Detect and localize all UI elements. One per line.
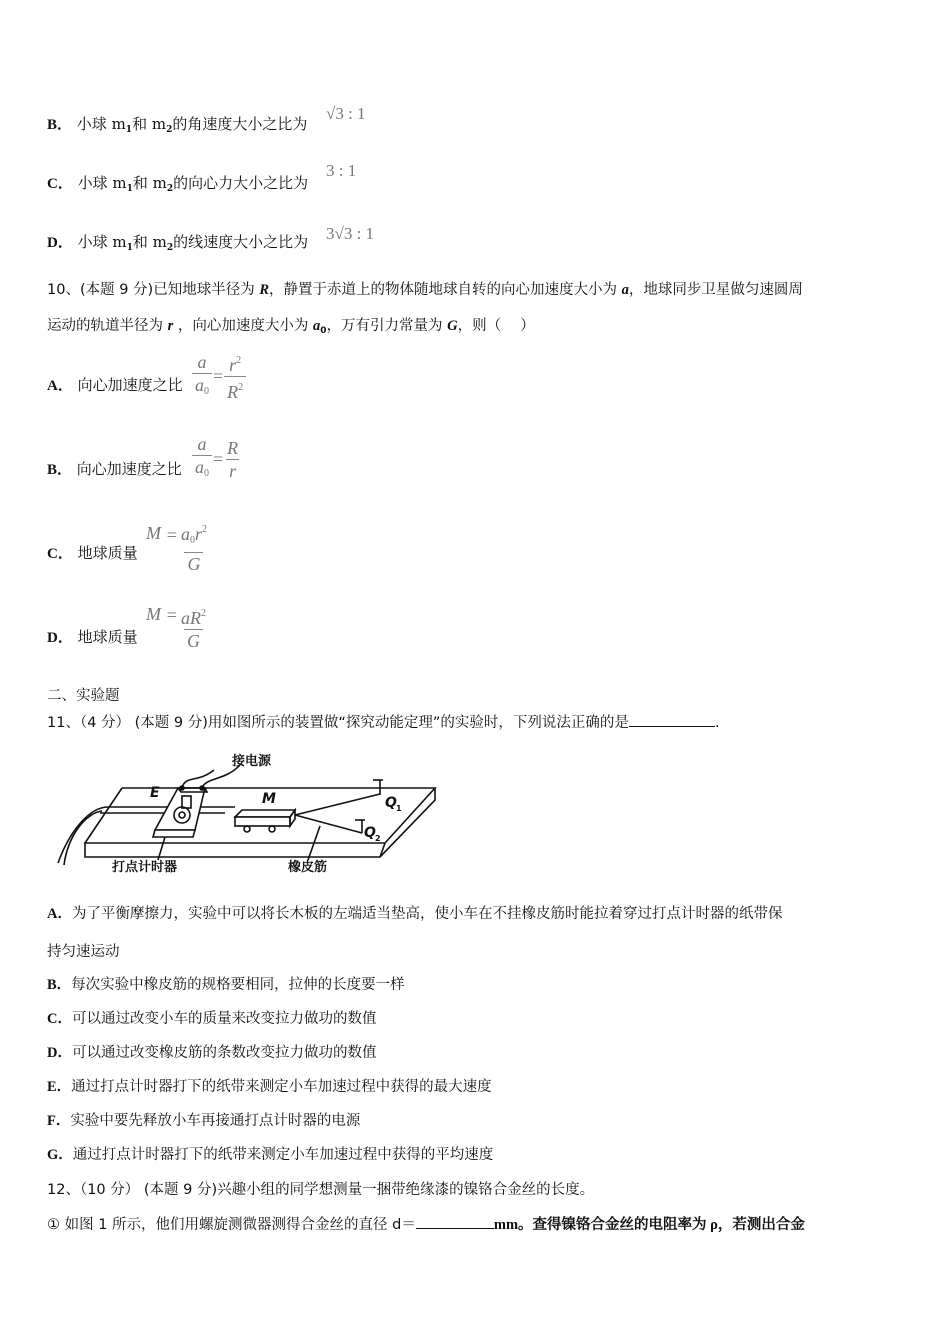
stem-text: ，向心加速度大小为 — [173, 318, 313, 334]
q10-option-a-formula — [192, 350, 246, 403]
option-letter: D． — [47, 1045, 72, 1061]
subscript: 0 — [204, 468, 209, 479]
q10-option-b-formula — [192, 433, 241, 485]
option-text: 的向心力大小之比为 — [173, 174, 309, 192]
option-letter: A． — [47, 378, 73, 394]
subscript: 0 — [189, 535, 195, 546]
option-letter: C． — [47, 176, 73, 192]
equals-sign: = — [213, 448, 224, 469]
option-letter: C． — [47, 1011, 72, 1027]
label-post-q2: Q — [364, 825, 376, 841]
equals-sign: = — [166, 605, 177, 625]
variable: r — [167, 318, 174, 334]
superscript: 2 — [201, 524, 207, 535]
q11-option-f — [47, 1111, 360, 1131]
option-text: 地球质量 — [77, 628, 138, 646]
superscript: 2 — [238, 382, 244, 393]
numerator — [178, 519, 210, 552]
subscript: 2 — [166, 184, 174, 194]
option-text: 向心加速度之比 — [76, 460, 182, 478]
option-text: 小球 m — [77, 174, 127, 192]
option-letter: D． — [47, 235, 73, 251]
q10-option-a — [47, 375, 183, 396]
numerator — [178, 603, 209, 629]
q10-option-d — [47, 627, 138, 648]
denominator — [192, 373, 212, 403]
q12-part1 — [47, 1214, 805, 1235]
q11-option-c — [47, 1009, 376, 1029]
variable: R — [259, 282, 269, 298]
q9-option-b — [47, 114, 307, 140]
option-letter: A． — [47, 906, 72, 922]
option-letter: B． — [47, 117, 73, 133]
numerator: R — [227, 437, 239, 458]
fraction — [192, 433, 212, 485]
subscript: 2 — [166, 125, 173, 135]
numerator-var: aR — [180, 608, 201, 628]
option-letter: C． — [47, 546, 73, 562]
option-letter: B． — [47, 462, 73, 478]
q12-stem: 12、（10 分） (本题 9 分)兴趣小组的同学想测量一捆带绝缘漆的镍铬合金丝的长度。 — [47, 1182, 595, 1198]
stem-text: 10、(本题 9 分)已知地球半径为 — [47, 282, 260, 298]
stem-text: ，静置于赤道上的物体随地球自转的向心加速度大小为 — [269, 282, 622, 298]
denominator-var: R — [227, 382, 239, 402]
denominator: r — [226, 459, 239, 482]
stem-text: ，则（ ） — [457, 318, 535, 334]
q11-option-b — [47, 975, 405, 995]
q10-option-c — [47, 543, 138, 564]
variable: a — [312, 318, 321, 334]
q9-option-d-formula: 3√3 : 1 — [326, 224, 375, 243]
section-heading: 二、实验题 — [47, 688, 120, 704]
q10-stem-line1 — [47, 280, 803, 300]
option-text: 实验中要先释放小车再接通打点计时器的电源 — [70, 1113, 361, 1129]
variable: G — [447, 318, 458, 334]
q9-option-c — [47, 173, 308, 199]
subscript: 1 — [126, 243, 133, 253]
numerator-var: a — [180, 524, 190, 544]
fraction — [224, 350, 246, 403]
label-post-q2-sub: 2 — [375, 834, 381, 843]
option-letter: F． — [47, 1113, 71, 1129]
variable: a — [621, 282, 629, 298]
q11-option-a — [47, 904, 782, 924]
q9-option-d — [47, 232, 308, 258]
subscript: 2 — [166, 243, 174, 253]
denominator — [192, 455, 212, 485]
subscript: 1 — [126, 184, 133, 194]
option-text: 为了平衡摩擦力，实验中可以将长木板的左端适当垫高，使小车在不挂橡皮筋时能拉着穿过打点计时器的纸带保 — [71, 906, 783, 922]
answer-blank[interactable] — [629, 712, 715, 727]
option-text: 小球 m — [77, 233, 127, 251]
option-letter: D． — [47, 630, 73, 646]
option-text: 的角速度大小之比为 — [172, 115, 308, 133]
mass-variable: M — [146, 523, 161, 543]
denominator-var: a — [195, 457, 204, 477]
fraction — [192, 351, 212, 403]
q9-option-c-formula: 3 : 1 — [326, 161, 357, 180]
experiment-apparatus-diagram — [50, 745, 445, 875]
option-letter: G． — [47, 1147, 73, 1163]
denominator — [224, 376, 246, 403]
option-text: 可以通过改变橡皮筋的条数改变拉力做功的数值 — [71, 1045, 377, 1061]
q11-option-g — [47, 1145, 493, 1165]
q10-option-c-formula — [146, 519, 210, 575]
option-letter: B． — [47, 977, 72, 993]
numerator — [226, 350, 244, 376]
diameter-answer-blank[interactable] — [416, 1214, 494, 1229]
stem-text: 11、（4 分） (本题 9 分)用如图所示的装置做“探究动能定理”的实验时，下列说法正确的是 — [47, 715, 629, 731]
equals-sign: = — [213, 366, 224, 386]
option-text: 向心加速度之比 — [77, 376, 183, 394]
label-rubber-band: 橡皮筋 — [288, 860, 328, 875]
q10-stem-line2 — [47, 316, 535, 341]
numerator-var: r — [229, 355, 237, 375]
option-text: 小球 m — [76, 115, 126, 133]
fraction — [178, 519, 210, 575]
equals-sign: = — [166, 524, 177, 545]
label-dot-timer: 打点计时器 — [112, 860, 178, 875]
option-text: 可以通过改变小车的质量来改变拉力做功的数值 — [71, 1011, 377, 1027]
subscript: 1 — [125, 125, 133, 135]
label-cart-m: M — [262, 791, 276, 807]
q11-option-e — [47, 1077, 492, 1097]
option-text: 通过打点计时器打下的纸带来测定小车加速过程中获得的最大速度 — [71, 1079, 492, 1095]
stem-text: ① 如图 1 所示，他们用螺旋测微器测得合金丝的直径 d＝ — [47, 1217, 416, 1233]
label-power-supply: 接电源 — [232, 754, 272, 769]
stem-text: mm。查得镍铬合金丝的电阻率为 ρ，若测出合金 — [493, 1217, 805, 1233]
superscript: 2 — [236, 355, 242, 366]
option-text: 和 m — [132, 174, 167, 192]
option-text: 和 m — [132, 233, 167, 251]
subscript: 0 — [204, 385, 209, 397]
label-post-q1-sub: 1 — [396, 804, 402, 813]
q9-option-b-formula: √3 : 1 — [326, 104, 366, 123]
numerator: a — [197, 351, 207, 372]
q11-option-a-cont: 持匀速运动 — [47, 944, 120, 960]
fraction — [224, 437, 241, 482]
stem-text: . — [714, 715, 720, 731]
q10-option-b — [47, 459, 182, 480]
subscript: 0 — [320, 326, 327, 336]
label-post-q1: Q — [385, 795, 397, 811]
option-text: 和 m — [132, 115, 167, 133]
label-timer-e: E — [150, 785, 160, 801]
stem-text: ，地球同步卫星做匀速圆周 — [628, 282, 803, 298]
option-text: 通过打点计时器打下的纸带来测定小车加速过程中获得的平均速度 — [72, 1147, 494, 1163]
fraction — [178, 603, 209, 652]
superscript: 2 — [200, 608, 206, 619]
q11-stem — [47, 712, 720, 733]
option-text: 的线速度大小之比为 — [173, 233, 309, 251]
denominator: G — [184, 552, 203, 575]
denominator-var: a — [195, 374, 204, 395]
denominator: G — [184, 629, 203, 652]
stem-text: 运动的轨道半径为 — [47, 318, 168, 334]
numerator-var: r — [194, 524, 202, 544]
option-text: 地球质量 — [77, 544, 138, 562]
stem-text: ，万有引力常量为 — [326, 318, 448, 334]
q11-option-d — [47, 1043, 376, 1063]
option-text: 每次实验中橡皮筋的规格要相同，拉伸的长度要一样 — [71, 977, 405, 993]
mass-variable: M — [146, 603, 161, 624]
q10-option-d-formula — [146, 603, 209, 652]
option-letter: E． — [47, 1079, 72, 1095]
numerator: a — [197, 434, 207, 454]
